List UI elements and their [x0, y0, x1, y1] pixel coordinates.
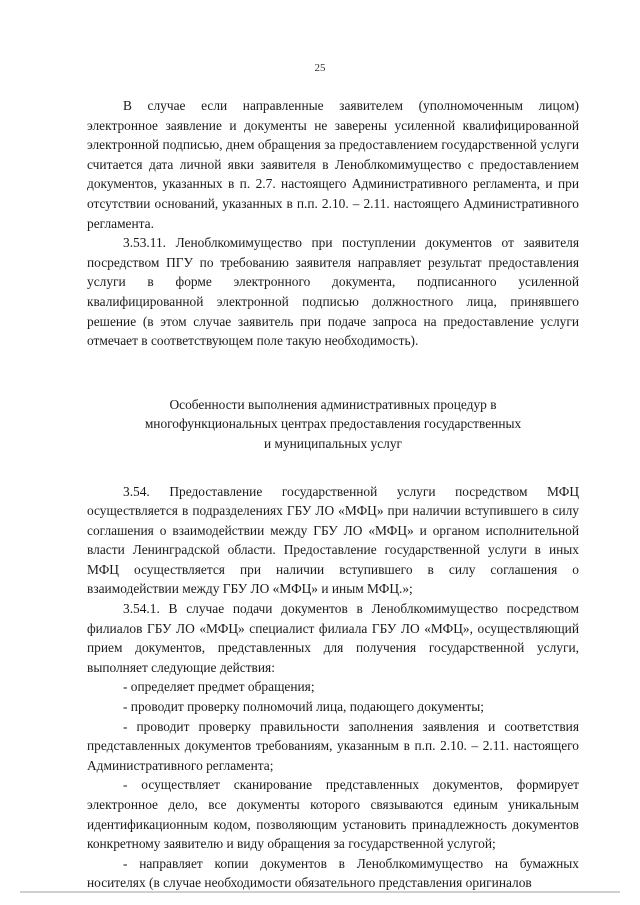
list-item-form-check: - проводит проверку правильности заполнения заявления и соответствия представленных документов требованиям, указанным в п.п. 2.10. – 2.11. настоящего Административного регламента; [87, 718, 579, 773]
paragraph-3-54-1: 3.54.1. В случае подачи документов в Леноблкомимущество посредством филиалов ГБУ ЛО «МФЦ» специалист филиала ГБУ ЛО «МФЦ», осуществляющий прием документов, представленных для получения государственной услуги, выполняет следующие действия: [87, 601, 579, 675]
list-item-scanning: - осуществляет сканирование представленных документов, формирует электронное дело, все документы которого связываются единым уникальным идентификационным кодом, позволяющим установить принадлежность документов конкретному заявителю и виду обращения за государственной услугой; [87, 777, 579, 852]
section-heading-line-2: многофункциональных центрах предоставления государственных [144, 416, 522, 432]
section-heading-line-3: и муниципальных услуг [263, 435, 403, 451]
list-item-send-copies: - направляет копии документов в Леноблкомимущество на бумажных носителях (в случае необходимости обязательного представления оригиналов [87, 855, 579, 891]
document-body [87, 96, 579, 893]
section-heading [87, 395, 579, 454]
section-heading-line-1: Особенности выполнения административных процедур в [169, 396, 497, 412]
paragraph-3-53-11: 3.53.11. Леноблкомимущество при поступлении документов от заявителя посредством ПГУ по требованию заявителя направляет результат предоставления услуги в форме электронного документа, подписанного усиленной квалифицированной электронной подписью должностного лица, принявшего решение (в этом случае заявитель при подаче запроса на предоставление услуги отмечает в соответствующем поле такую необходимость). [87, 235, 579, 349]
list-item-authority-check: - проводит проверку полномочий лица, подающего документы; [123, 699, 484, 715]
paragraph-electronic-application: В случае если направленные заявителем (уполномоченным лицом) электронное заявление и документы не заверены усиленной квалифицированной электронной подписью, днем обращения за предоставлением государственной услуги считается дата личной явки заявителя в Леноблкомимущество с предоставлением документов, указанных в п. 2.7. настоящего Административного регламента, и при отсутствии оснований, указанных в п.п. 2.10. – 2.11. настоящего Административного регламента. [87, 98, 579, 231]
paragraph-3-54: 3.54. Предоставление государственной услуги посредством МФЦ осуществляется в подразделениях ГБУ ЛО «МФЦ» при наличии вступившего в силу соглашения о взаимодействии между ГБУ ЛО «МФЦ» и органом исполнительной власти Ленинградской области. Предоставление государственной услуги в иных МФЦ осуществляется при наличии вступившего в силу соглашения о взаимодействии между ГБУ ЛО «МФЦ» и иным МФЦ.»; [87, 483, 579, 597]
page-number: 25 [314, 62, 326, 74]
list-item-subject: - определяет предмет обращения; [123, 679, 315, 695]
scan-bottom-edge [20, 891, 620, 893]
